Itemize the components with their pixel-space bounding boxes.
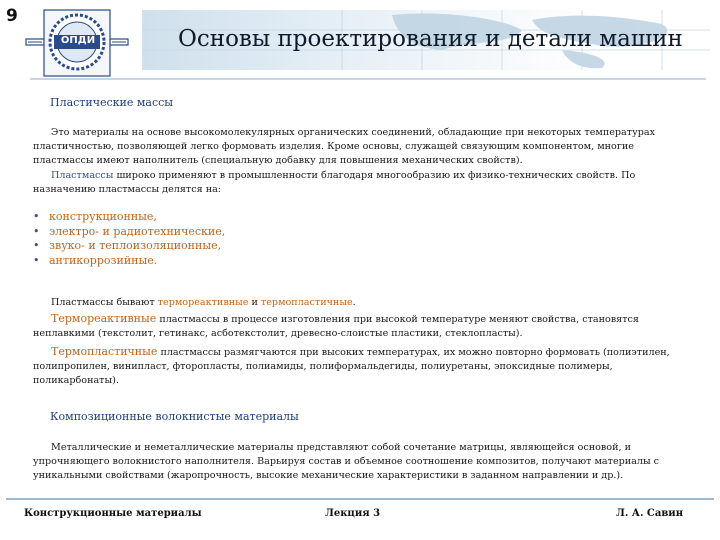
section-heading-composites: Композиционные волокнистые материалы: [50, 410, 299, 423]
term-thermoset: Термореактивные: [51, 312, 157, 325]
footer-rule: [6, 498, 714, 500]
list-item: • звуко- и теплоизоляционные,: [33, 239, 222, 252]
paragraph-text: пластмассы размягчаются при высоких температурах, их можно повторно формовать (полиэтилен, полипропилен, винипласт, фторопласты, полиамиды, полиформальдегиды, полиуретаны, эпоксидные полимеры, поликарбонаты).: [33, 347, 670, 387]
paragraph-composites: [33, 441, 681, 484]
slide-number: 9: [6, 6, 18, 26]
paragraph-text: Это материалы на основе высокомолекулярных органических соединений, обладающие при некоторых температурах пластичностью, позволяющей легко формовать изделия. Кроме основы, служащей связующим компонентом, многие пластмассы имеют наполнитель (специальную добавку для повышения механических свойств).: [33, 127, 655, 167]
list-item: • антикоррозийные.: [33, 253, 158, 267]
bullet-icon: •: [33, 239, 40, 252]
paragraph-kinds: Пластмассы бывают термореактивные и термопластичные.: [33, 296, 681, 310]
logo-text: ОПДИ: [60, 35, 96, 46]
section-heading-plastics: Пластические массы: [50, 96, 174, 109]
paragraph-definition: [33, 126, 681, 169]
paragraph-application: [33, 169, 681, 197]
paragraph-thermoset: [33, 312, 681, 341]
footer-author: Л. А. Савин: [616, 508, 684, 519]
paragraph-text: Металлические и неметаллические материалы представляют собой сочетание матрицы, являющейся основой, и упрочняющего волокнистого наполнителя. Варьируя состав и объемное соотношение композитов, получают материалы с уникальными свойствами (жаропрочность, высокие механические характеристики в заданном направлении и др.).: [33, 442, 660, 482]
bullet-icon: •: [33, 210, 40, 223]
paragraph-text: пластмассы в процессе изготовления при высокой температуре меняют свойства, становятся неплавкими (текстолит, гетинакс, асботекстолит, древесно-слоистые пластики, стеклопласты).: [33, 314, 639, 340]
term-thermoplastic: термопластичные: [260, 297, 353, 308]
term-thermoplastic: Термопластичные: [51, 345, 158, 358]
list-item: • конструкционные,: [33, 210, 157, 223]
page-title: Основы проектирования и детали машин: [178, 26, 683, 52]
paragraph-text: Пластмассы бывают: [51, 297, 158, 308]
bullet-icon: •: [33, 253, 40, 267]
paragraph-text: широко применяют в промышленности благодаря многообразию их физико-технических свойств. По назначению пластмассы делятся на:: [33, 170, 636, 196]
bullet-icon: •: [33, 224, 40, 238]
term-thermoset: термореактивные: [157, 297, 249, 308]
plastics-types-list: [33, 210, 225, 268]
footer-topic: Конструкционные материалы: [24, 508, 202, 519]
footer-lecture: Лекция 3: [325, 508, 381, 519]
paragraph-thermoplastic: [33, 345, 681, 389]
term-plastics: Пластмассы: [51, 170, 114, 181]
header-rule: [30, 78, 706, 80]
list-item: • электро- и радиотехнические,: [33, 224, 226, 238]
